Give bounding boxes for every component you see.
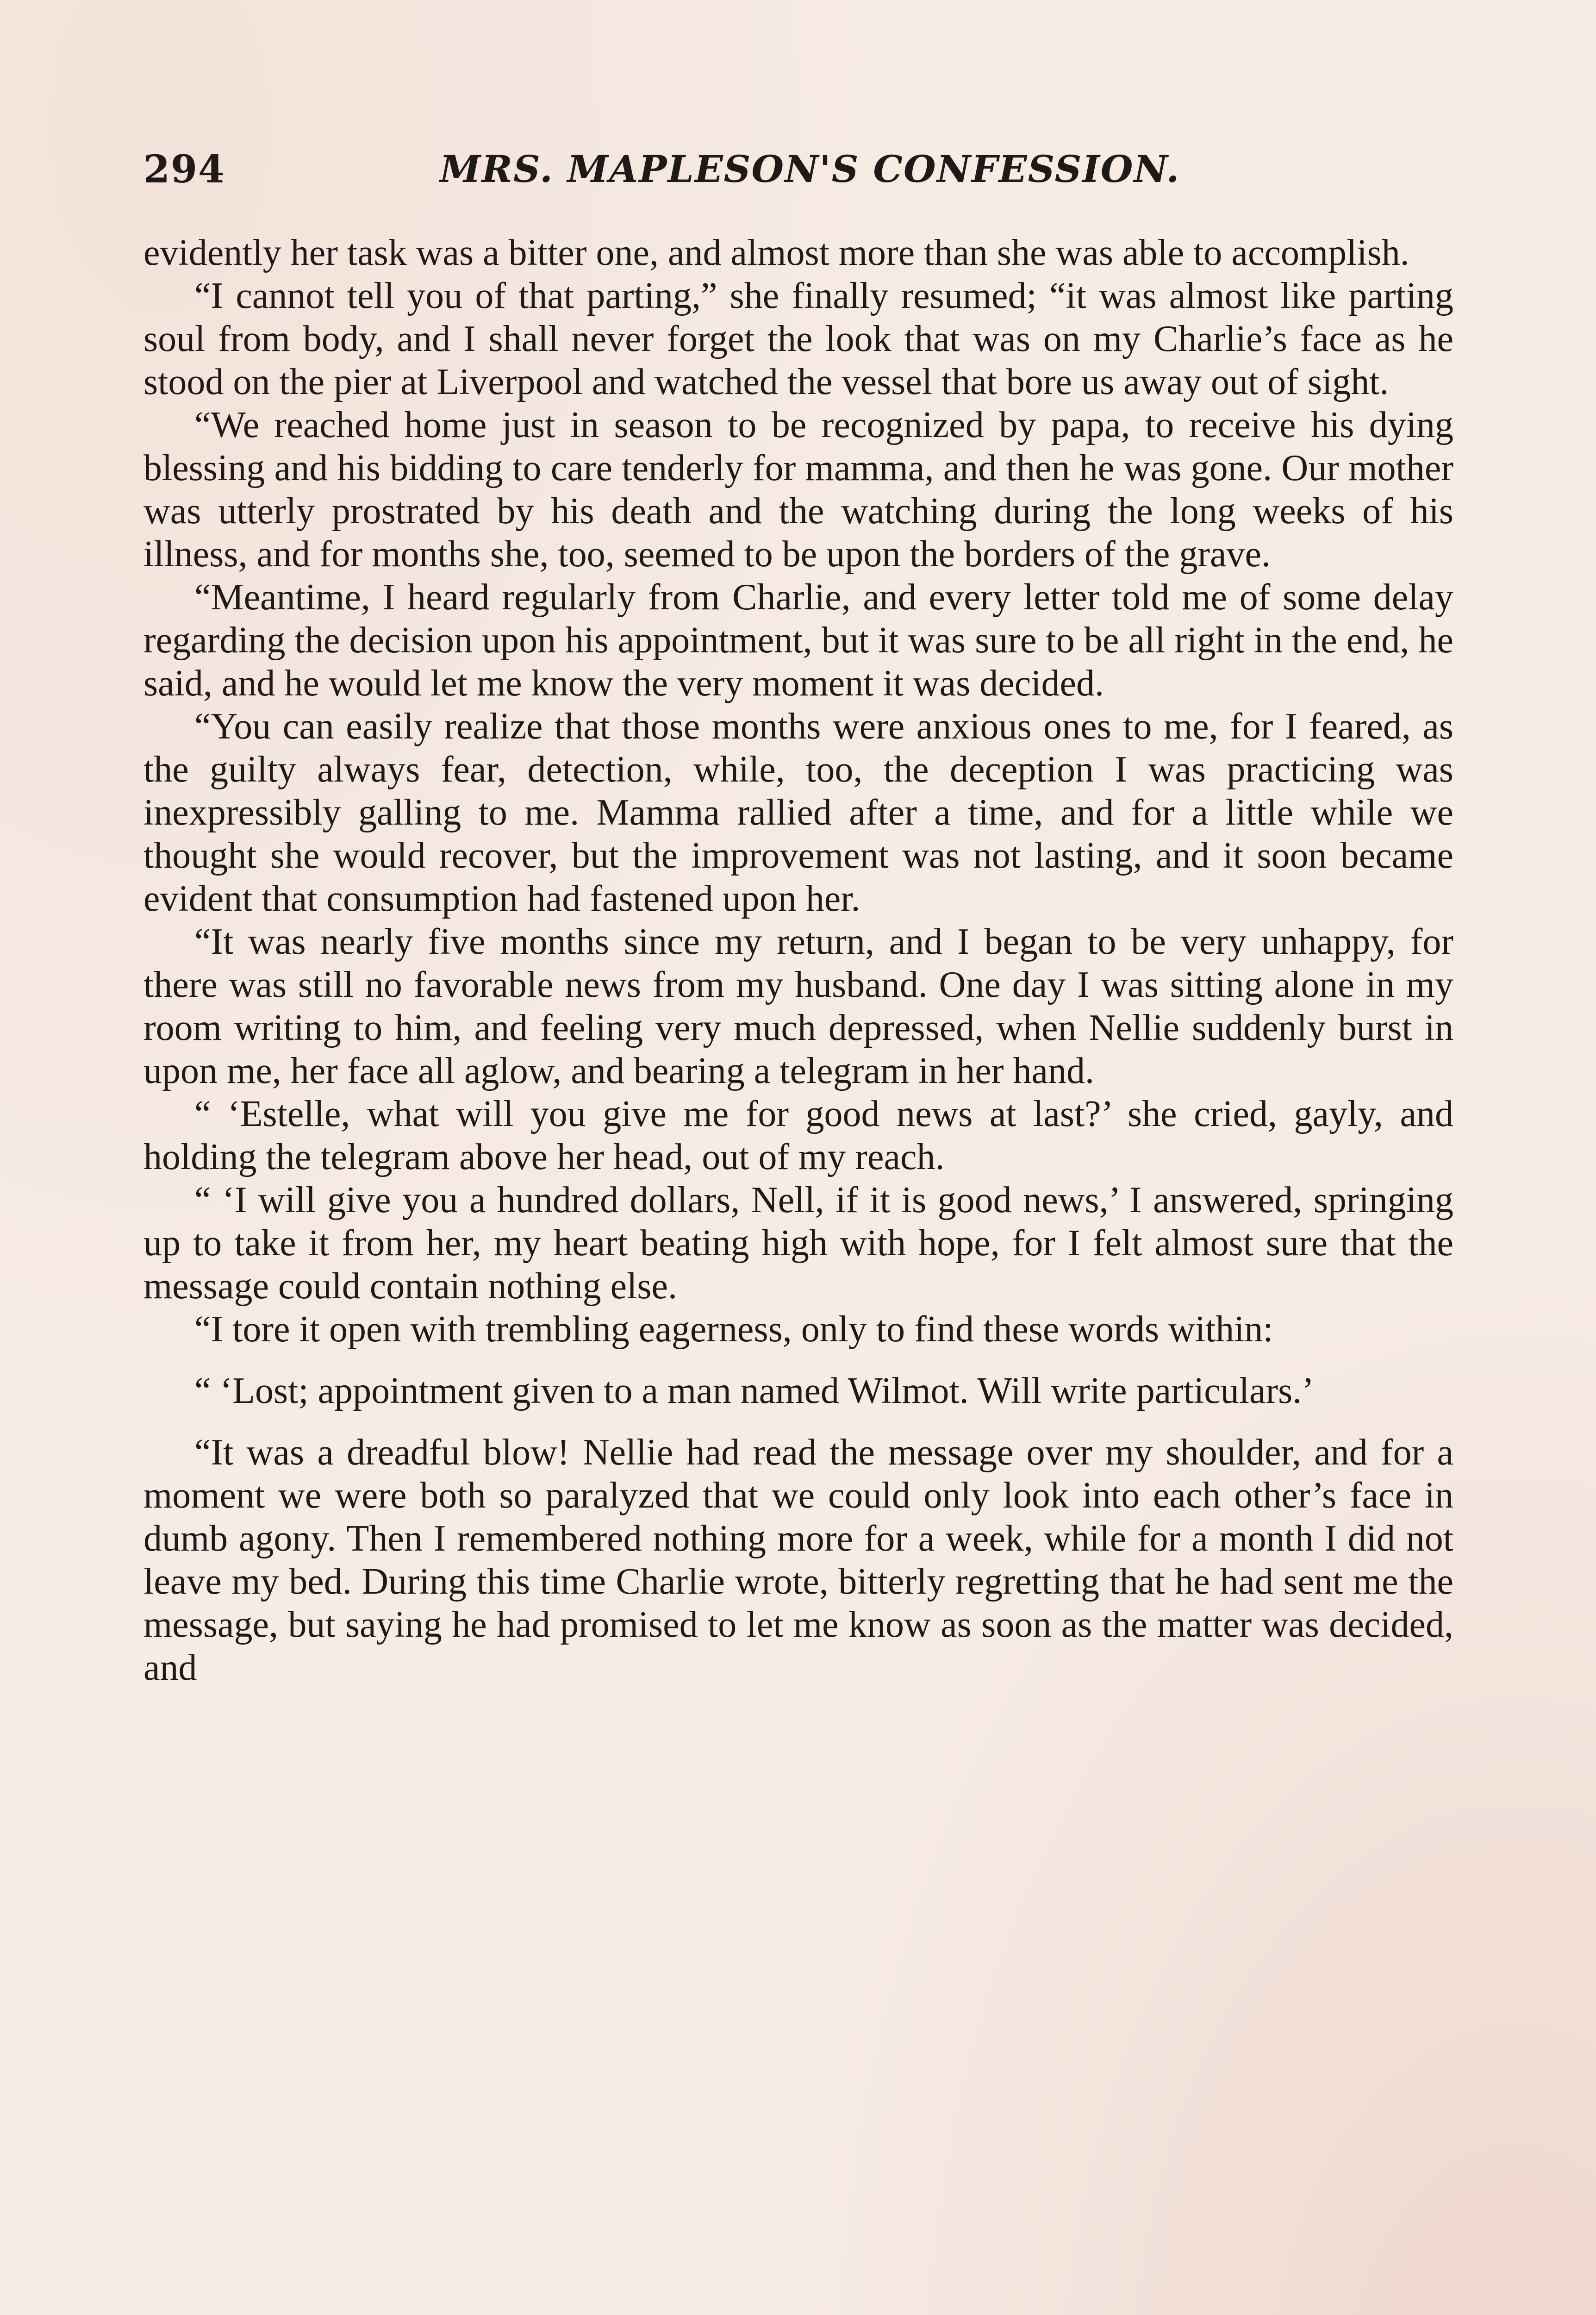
page-number: 294 [143, 147, 226, 192]
running-head [143, 147, 1453, 198]
paragraph: “I tore it open with trembling eagerness, only to find these words within: [194, 1309, 1273, 1350]
paragraph: “Meantime, I heard regularly from Charlie, and every letter told me of some delay regarding the decision upon his appointment, but it was sure to be all right in the end, he said, and he would let me know the very moment it was decided. [143, 577, 1453, 704]
paragraph: “You can easily realize that those months were anxious ones to me, for I feared, as the guilty always fear, detection, while, too, the deception I was practicing was inexpressibly galling to me. Mamma rallied after a time, and for a little while we thought she would recover, but the improvement was not lasting, and it soon became evident that consumption had fastened upon her. [143, 706, 1453, 919]
paragraph: “It was nearly five months since my return, and I began to be very unhappy, for there was still no favorable news from my husband. One day I was sitting alone in my room writing to him, and feeling very much depressed, when Nellie suddenly burst in upon me, her face all aglow, and bearing a telegram in her hand. [143, 921, 1453, 1091]
paragraph: “I cannot tell you of that parting,” she finally resumed; “it was almost like parting soul from body, and I shall never forget the look that was on my Charlie’s face as he stood on the pier at Liverpool and watched the vessel that bore us away out of sight. [143, 275, 1453, 402]
paragraph: “ ‘I will give you a hundred dollars, Nell, if it is good news,’ I answered, springing up to take it from her, my heart beating high with hope, for I felt almost sure that the message could contain nothing else. [143, 1180, 1453, 1307]
paragraph: “We reached home just in season to be recognized by papa, to receive his dying blessing and his bidding to care tenderly for mamma, and then he was gone. Our mother was utterly prostrated by his death and the watching during the long weeks of his illness, and for months she, too, seemed to be upon the borders of the grave. [143, 405, 1453, 575]
body-text [143, 232, 1453, 1689]
running-title: MRS. MAPLESON'S CONFESSION. [440, 147, 1180, 191]
telegram-quote: “ ‘Lost; appointment given to a man named Wilmot. Will write particulars.’ [194, 1370, 1314, 1411]
paragraph: “ ‘Estelle, what will you give me for good news at last?’ she cried, gayly, and holding the telegram above her head, out of my reach. [143, 1094, 1453, 1177]
paragraph: “It was a dreadful blow! Nellie had read the message over my shoulder, and for a moment we were both so paralyzed that we could only look into each other’s face in dumb agony. Then I remembered nothing more for a week, while for a month I did not leave my bed. During this time Charlie wrote, bitterly regretting that he had sent me the message, but saying he had promised to let me know as soon as the matter was decided, and [143, 1432, 1453, 1688]
paragraph: evidently her task was a bitter one, and almost more than she was able to accomplish. [143, 232, 1409, 273]
